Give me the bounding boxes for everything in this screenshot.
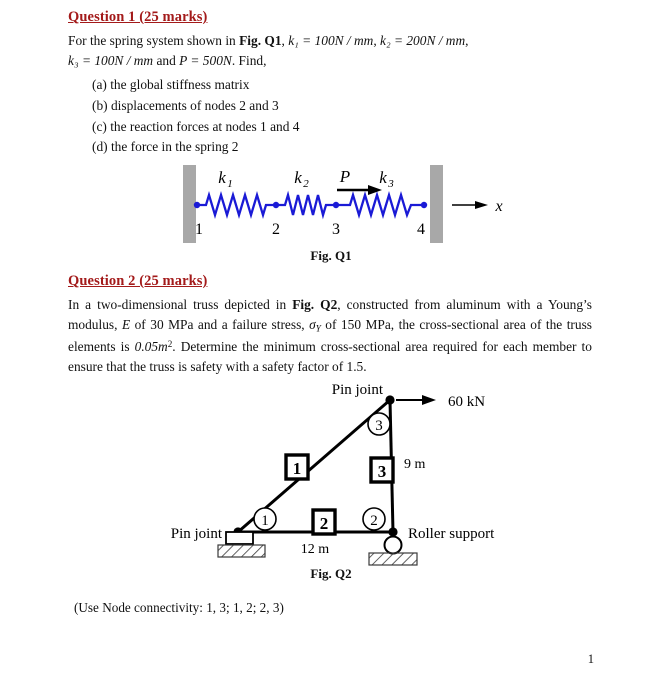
truss-figure: [0, 382, 662, 567]
q1-comma3: ,: [465, 33, 469, 48]
q2-text-7: . Determine the minimum cross-sectional area required for each member to ensure that the truss is safety with a safety factor of 1.5.: [68, 338, 592, 375]
figure-q1-caption: Fig. Q1: [310, 248, 352, 263]
question1-subpart-d: (d) the force in the spring 2: [92, 139, 239, 155]
question1-intro-paragraph: [68, 31, 592, 72]
question1-subparts-list: [68, 75, 592, 159]
q2-text-1: In a two-dimensional truss depicted in: [68, 297, 293, 312]
truss-load-label: 60 kN: [448, 394, 486, 410]
roller-support-wheel: [385, 537, 402, 554]
spring-label-k1: k: [218, 168, 226, 187]
question1-heading: Question 1 (25 marks): [68, 9, 208, 25]
truss-diagram: [0, 382, 662, 567]
spring-label-k2: k: [294, 168, 302, 187]
pin-support-block: [226, 532, 253, 544]
right-wall-support: [430, 165, 443, 243]
q1-k1-expression: k₁ = 100N / mm: [288, 33, 374, 48]
truss-element-label-1: 1: [292, 459, 302, 478]
q2-value-area: 0.05m: [134, 338, 168, 354]
q1-find-word: . Find,: [231, 53, 267, 69]
truss-label-pin-joint-top: Pin joint: [331, 382, 383, 398]
q1-k2-expression: k₂ = 200N / mm: [380, 33, 466, 48]
question2-paragraph: [68, 295, 592, 378]
q2-text-4: and a failure stress,: [193, 317, 310, 333]
spring-node-label-3: 3: [332, 221, 340, 238]
q1-intro-text: For the spring system shown in: [68, 33, 240, 48]
question1-subpart-c: (c) the reaction forces at nodes 1 and 4: [92, 118, 300, 134]
q1-and-word: and: [153, 53, 180, 69]
truss-label-roller-support: Roller support: [408, 526, 495, 542]
force-label-p: P: [339, 167, 351, 186]
spring-system-diagram: [0, 155, 662, 255]
truss-dimension-height: 9 m: [404, 457, 426, 472]
spring-label-k3: k: [379, 168, 387, 187]
q1-p-expression: P = 500N: [179, 53, 232, 69]
spring-label-k2-sub: 2: [303, 178, 309, 190]
spring-node-3-dot: [333, 202, 339, 208]
pin-support-ground-hatch: [218, 545, 265, 557]
q2-fig-reference: Fig. Q2: [292, 297, 338, 312]
spring-2-coil: [275, 195, 335, 215]
spring-3-coil: [335, 195, 424, 215]
q2-value-sigma: 150 MPa: [340, 317, 391, 333]
q1-comma2: ,: [373, 33, 381, 48]
truss-node-3-dot: [385, 395, 394, 404]
spring-node-1-dot: [194, 202, 200, 208]
page-number: 1: [587, 652, 594, 666]
spring-node-4-dot: [421, 202, 427, 208]
truss-label-pin-joint-left: Pin joint: [170, 526, 222, 542]
q2-symbol-sigma-subscript: Y: [315, 323, 321, 334]
axis-label-x: x: [495, 198, 503, 215]
question1-block: [68, 8, 592, 158]
q1-fig-reference: Fig. Q1: [239, 33, 282, 48]
spring-node-label-1: 1: [195, 221, 203, 238]
spring-system-figure: [0, 155, 662, 255]
force-p-arrow: [337, 185, 382, 195]
q2-text-6: , the cross-sectional area of the truss elements is: [68, 317, 593, 354]
spring-label-k1-sub: 1: [227, 178, 233, 190]
figure-q2-caption: Fig. Q2: [310, 566, 352, 581]
truss-dimension-base: 12 m: [300, 542, 330, 557]
q2-symbol-E: E: [121, 317, 131, 333]
q2-text-5: of: [320, 317, 341, 333]
truss-element-label-2: 2: [319, 514, 329, 533]
node-connectivity-note: (Use Node connectivity: 1, 3; 1, 2; 2, 3): [74, 600, 284, 615]
question1-subpart-a: (a) the global stiffness matrix: [92, 76, 250, 92]
load-arrow-60kn: [396, 395, 436, 405]
truss-element-label-3: 3: [377, 462, 387, 481]
q1-k3-expression: k₃ = 100N / mm: [68, 53, 154, 69]
spring-1-coil: [196, 195, 275, 215]
spring-label-k3-sub: 3: [388, 178, 394, 190]
truss-node-2-dot: [388, 527, 397, 536]
q1-comma: ,: [281, 33, 289, 48]
q2-symbol-sigma: σ: [309, 317, 316, 333]
q2-value-E: 30 MPa: [150, 317, 194, 333]
spring-node-2-dot: [273, 202, 279, 208]
spring-node-label-2: 2: [272, 221, 280, 238]
roller-support-ground-hatch: [369, 553, 417, 565]
question2-block: [68, 272, 592, 378]
spring-node-label-4: 4: [417, 221, 425, 238]
question2-heading: Question 2 (25 marks): [68, 273, 208, 289]
q2-text-3: of: [130, 317, 151, 333]
q2-text-2: , constructed from aluminum with a Young’s modulus,: [68, 297, 592, 333]
question1-subpart-b: (b) displacements of nodes 2 and 3: [92, 97, 279, 113]
truss-node-label-3: 3: [375, 418, 383, 434]
truss-node-label-1: 1: [261, 513, 269, 529]
truss-node-label-2: 2: [370, 513, 378, 529]
x-axis-arrow: [452, 201, 488, 209]
q2-value-area-superscript: 2: [167, 338, 173, 349]
